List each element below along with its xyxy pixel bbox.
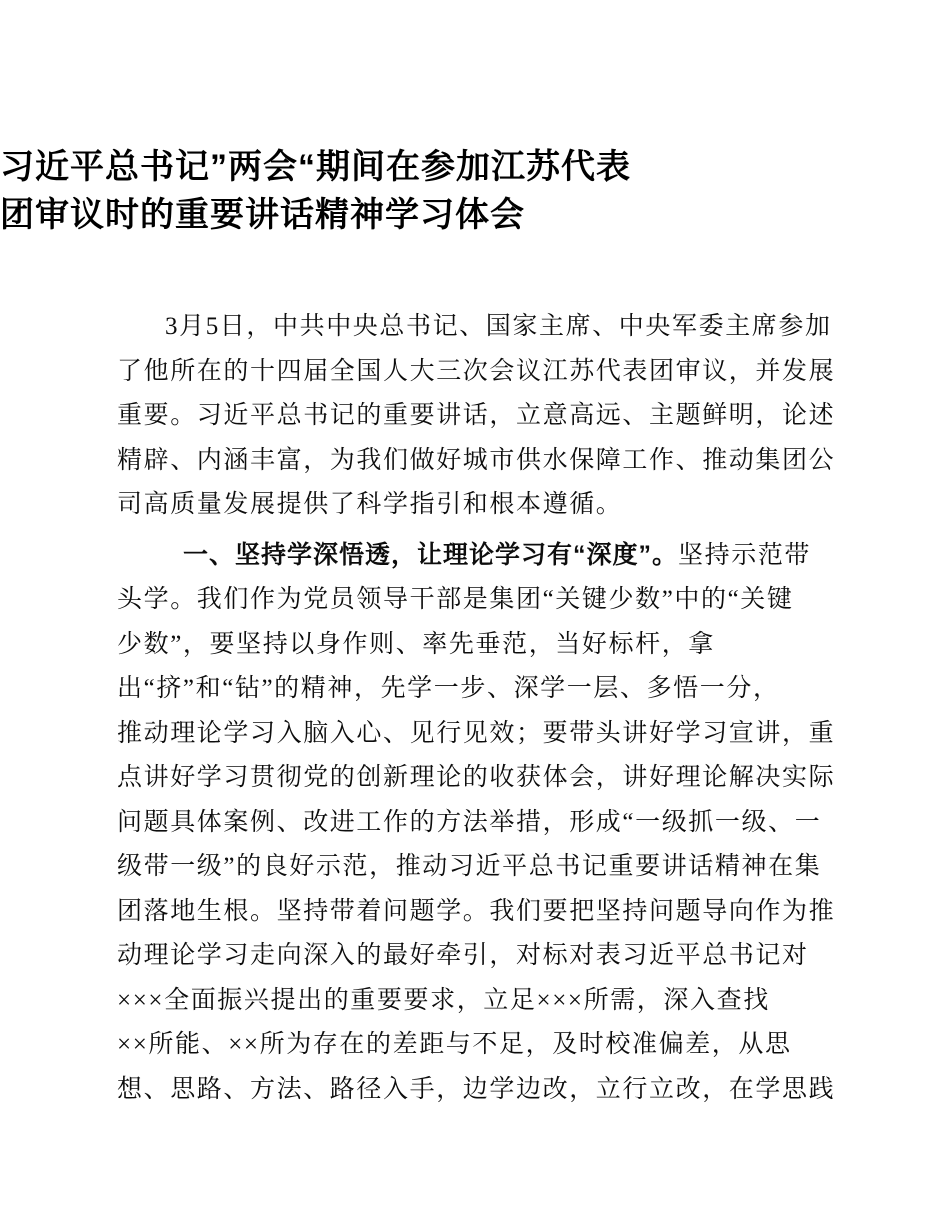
paragraph2-line-10: 动理论学习走向深入的最好牵引，对标对表习近平总书记对	[117, 942, 809, 969]
paragraph2-line-7: 问题具体案例、改进工作的方法举措，形成“一级抓一级、一	[117, 808, 822, 836]
paragraph1-line-2: 了他所在的十四届全国人大三次会议江苏代表团审议，并发展	[117, 357, 836, 385]
paragraph2-line-9: 团落地生根。坚持带着问题学。我们要把坚持问题导向作为推	[117, 897, 836, 925]
paragraph2-line-5: 推动理论学习入脑入心、见行见效；要带头讲好学习宣讲，重	[117, 719, 836, 747]
paragraph2-line-6: 点讲好学习贯彻党的创新理论的收获体会，讲好理论解决实际	[117, 764, 836, 791]
paragraph1-line-5: 司高质量发展提供了科学指引和根本遵循。	[117, 491, 623, 518]
document-title	[0, 143, 950, 239]
paragraph1-line-3: 重要。习近平总书记的重要讲话，立意高远、主题鲜明，论述	[117, 402, 836, 429]
paragraph2-line-2: 头学。我们作为党员领导干部是集团“关键少数”中的“关键	[117, 586, 794, 613]
document-body	[117, 305, 857, 1112]
paragraph1-line-4: 精辟、内涵丰富，为我们做好城市供水保障工作、推动集团公	[117, 446, 836, 474]
paragraph2-line-13: 想、思路、方法、路径入手，边学边改，立行立改，在学思践	[117, 1075, 836, 1103]
paragraph2-line-11: ×××全面振兴提出的重要要求，立足×××所需，深入查找	[117, 986, 770, 1014]
paragraph2-heading-bold: 一、坚持学深悟透，让理论学习有“深度”。	[183, 540, 679, 569]
paragraph1-line-1: 3月5日，中共中央总书记、国家主席、中央军委主席参加	[165, 313, 832, 340]
paragraph2-heading-rest: 坚持示范带	[678, 541, 812, 569]
paragraph2-line-12: ××所能、××所为存在的差距与不足，及时校准偏差，从思	[117, 1031, 792, 1058]
title-line-1: 习近平总书记”两会“期间在参加江苏代表	[0, 148, 631, 186]
paragraph2-line-4: 出“挤”和“钻”的精神，先学一步、深学一层、多悟一分，	[117, 675, 780, 702]
title-line-2: 团审议时的重要讲话精神学习体会	[0, 196, 525, 234]
paragraph-2	[117, 533, 857, 1113]
paragraph2-line-8: 级带一级”的良好示范，推动习近平总书记重要讲话精神在集	[117, 853, 822, 880]
paragraph2-line-3: 少数”，要坚持以身作则、率先垂范，当好标杆，拿	[117, 630, 715, 658]
paragraph2-line-1	[117, 533, 857, 579]
paragraph-1	[117, 305, 857, 528]
